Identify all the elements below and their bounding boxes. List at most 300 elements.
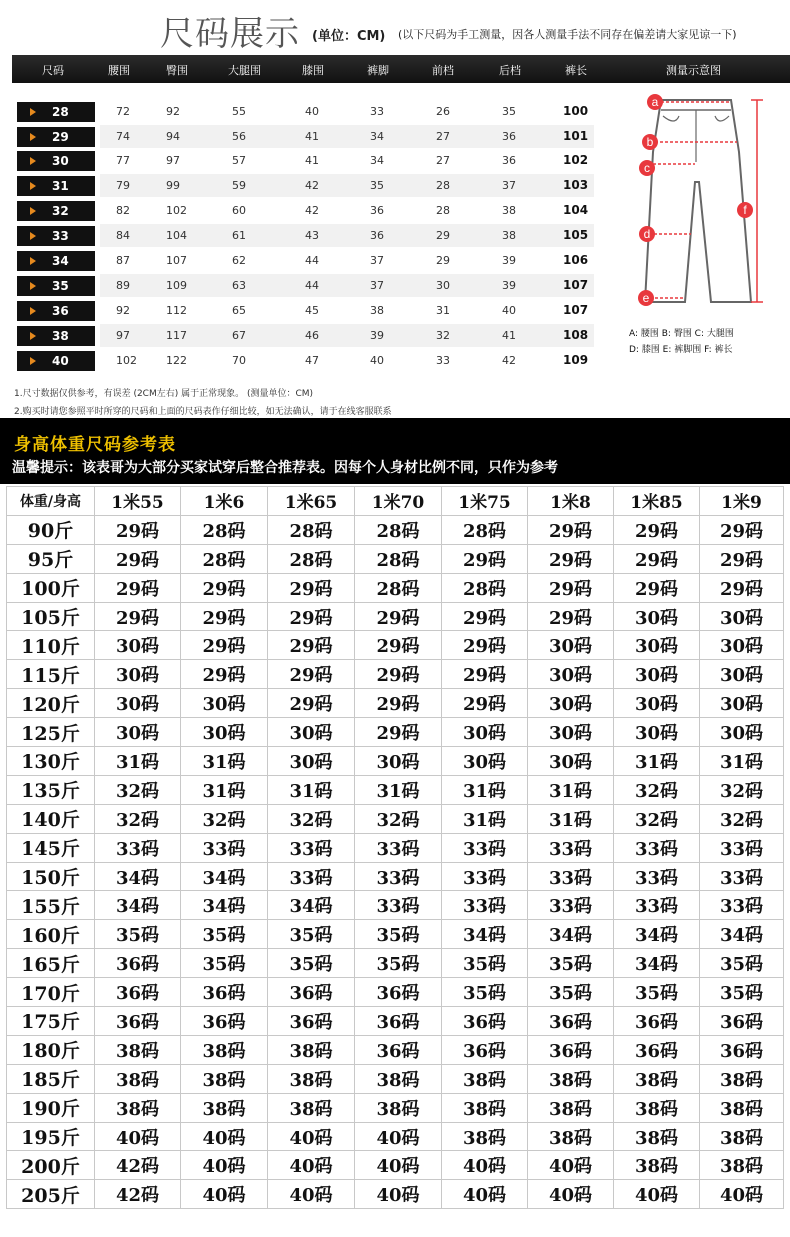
cell-thigh: 59: [232, 179, 246, 192]
size-cell: 38码: [700, 1064, 784, 1093]
size-cell: 35码: [700, 978, 784, 1007]
size-cell: 30码: [528, 747, 614, 776]
recommendation-title: 身高体重尺码参考表: [14, 435, 176, 455]
height-header: 1米70: [355, 487, 442, 516]
recommendation-table: [6, 486, 784, 1209]
cell-leg-opening: 40: [370, 354, 384, 367]
size-cell: 36码: [355, 1007, 442, 1036]
size-cell: 33码: [355, 833, 442, 862]
size-cell: 30码: [528, 660, 614, 689]
size-cell: 34码: [181, 891, 268, 920]
cell-length: 103: [563, 178, 589, 192]
size-cell: 35码: [355, 949, 442, 978]
size-cell: 42码: [95, 1180, 181, 1209]
size-cell: 31码: [181, 747, 268, 776]
table-header-row: [7, 487, 784, 516]
arrow-icon: [30, 332, 36, 340]
size-cell: 35码: [268, 920, 355, 949]
height-header: 1米8: [528, 487, 614, 516]
size-cell: 32码: [95, 804, 181, 833]
weight-cell: 120斤: [7, 689, 95, 718]
size-cell: 29码: [700, 573, 784, 602]
size-cell: 33码: [181, 833, 268, 862]
header-thigh: 大腿围: [228, 64, 261, 77]
size-tag: 30: [17, 151, 95, 171]
size-cell: 40码: [95, 1122, 181, 1151]
svg-text:a: a: [651, 95, 659, 109]
svg-text:b: b: [646, 135, 654, 149]
size-cell: 38码: [355, 1093, 442, 1122]
size-cell: 36码: [528, 1007, 614, 1036]
height-header: 1米65: [268, 487, 355, 516]
arrow-icon: [30, 207, 36, 215]
cell-length: 109: [563, 353, 589, 367]
size-cell: 29码: [181, 573, 268, 602]
size-cell: 38码: [700, 1093, 784, 1122]
cell-knee: 45: [305, 304, 319, 317]
size-cell: 38码: [181, 1035, 268, 1064]
header-length: 裤长: [565, 64, 587, 77]
title-unit: (单位：CM): [312, 29, 386, 44]
cell-waist: 82: [116, 204, 130, 217]
svg-text:e: e: [642, 291, 650, 305]
size-row: [0, 349, 610, 372]
cell-thigh: 67: [232, 329, 246, 342]
size-cell: 30码: [614, 718, 700, 747]
size-cell: 40码: [700, 1180, 784, 1209]
note-1: 1.尺寸数据仅供参考，有误差 (2CM左右) 属于正常现象。 (测量单位：CM): [14, 389, 314, 399]
size-cell: 31码: [700, 747, 784, 776]
size-cell: 36码: [442, 1035, 528, 1064]
cell-hip: 102: [166, 204, 187, 217]
weight-cell: 155斤: [7, 891, 95, 920]
size-cell: 35码: [614, 978, 700, 1007]
cell-waist: 74: [116, 130, 130, 143]
cell-front-rise: 29: [436, 254, 450, 267]
size-cell: 40码: [355, 1151, 442, 1180]
cell-hip: 104: [166, 229, 187, 242]
cell-hip: 122: [166, 354, 187, 367]
weight-cell: 130斤: [7, 747, 95, 776]
cell-leg-opening: 39: [370, 329, 384, 342]
size-cell: 36码: [355, 978, 442, 1007]
size-cell: 32码: [268, 804, 355, 833]
size-cell: 28码: [355, 573, 442, 602]
size-cell: 36码: [355, 1035, 442, 1064]
arrow-icon: [30, 257, 36, 265]
cell-waist: 72: [116, 105, 130, 118]
size-row: [0, 149, 610, 172]
size-cell: 32码: [614, 804, 700, 833]
size-cell: 40码: [181, 1122, 268, 1151]
size-cell: 30码: [442, 718, 528, 747]
size-cell: 29码: [95, 573, 181, 602]
weight-cell: 160斤: [7, 920, 95, 949]
size-cell: 31码: [614, 747, 700, 776]
cell-hip: 92: [166, 105, 180, 118]
size-cell: 33码: [95, 833, 181, 862]
cell-leg-opening: 37: [370, 254, 384, 267]
size-cell: 31码: [442, 804, 528, 833]
size-cell: 36码: [528, 1035, 614, 1064]
size-cell: 29码: [614, 544, 700, 573]
weight-cell: 170斤: [7, 978, 95, 1007]
size-cell: 31码: [528, 775, 614, 804]
size-cell: 40码: [442, 1151, 528, 1180]
size-cell: 33码: [700, 833, 784, 862]
header-size: 尺码: [42, 64, 64, 77]
size-cell: 31码: [442, 775, 528, 804]
height-header: 1米85: [614, 487, 700, 516]
recommendation-tip: 温馨提示：该表哥为大部分买家试穿后整合推荐表。因每个人身材比例不同，只作为参考: [12, 460, 558, 476]
size-cell: 30码: [268, 718, 355, 747]
table-row: [7, 920, 784, 949]
legend-line: D: 膝围 E: 裤脚围 F: 裤长: [629, 345, 733, 355]
size-cell: 40码: [181, 1151, 268, 1180]
size-cell: 36码: [181, 1007, 268, 1036]
size-cell: 33码: [700, 862, 784, 891]
weight-cell: 150斤: [7, 862, 95, 891]
table-row: [7, 1007, 784, 1036]
size-cell: 33码: [528, 862, 614, 891]
size-cell: 30码: [442, 747, 528, 776]
cell-knee: 44: [305, 279, 319, 292]
size-cell: 29码: [614, 573, 700, 602]
size-cell: 30码: [528, 689, 614, 718]
size-cell: 34码: [442, 920, 528, 949]
weight-cell: 95斤: [7, 544, 95, 573]
size-cell: 28码: [268, 515, 355, 544]
size-tag: 35: [17, 276, 95, 296]
size-cell: 29码: [442, 602, 528, 631]
size-cell: 38码: [614, 1151, 700, 1180]
cell-thigh: 61: [232, 229, 246, 242]
note-2: 2.购买时请您参照平时所穿的尺码和上面的尺码表作仔细比较，如无法确认，请于在线客服联系: [14, 407, 392, 417]
cell-thigh: 55: [232, 105, 246, 118]
size-cell: 34码: [95, 862, 181, 891]
size-cell: 38码: [268, 1064, 355, 1093]
size-tag: 36: [17, 301, 95, 321]
size-cell: 40码: [268, 1122, 355, 1151]
size-cell: 29码: [181, 631, 268, 660]
arrow-icon: [30, 307, 36, 315]
size-cell: 34码: [614, 920, 700, 949]
size-cell: 29码: [355, 631, 442, 660]
size-cell: 33码: [355, 891, 442, 920]
size-cell: 28码: [355, 544, 442, 573]
size-cell: 36码: [700, 1007, 784, 1036]
cell-hip: 112: [166, 304, 187, 317]
cell-leg-opening: 35: [370, 179, 384, 192]
cell-leg-opening: 38: [370, 304, 384, 317]
size-cell: 38码: [614, 1064, 700, 1093]
size-tag: 33: [17, 226, 95, 246]
recommendation-table-body: [7, 515, 784, 1208]
cell-waist: 79: [116, 179, 130, 192]
cell-thigh: 63: [232, 279, 246, 292]
size-cell: 38码: [268, 1093, 355, 1122]
cell-length: 102: [563, 153, 589, 167]
size-cell: 31码: [95, 747, 181, 776]
size-cell: 29码: [528, 602, 614, 631]
cell-back-rise: 36: [502, 130, 516, 143]
size-cell: 30码: [700, 689, 784, 718]
cell-thigh: 65: [232, 304, 246, 317]
arrow-icon: [30, 133, 36, 141]
size-cell: 33码: [700, 891, 784, 920]
height-header: 1米55: [95, 487, 181, 516]
size-cell: 32码: [355, 804, 442, 833]
size-cell: 29码: [700, 515, 784, 544]
size-cell: 33码: [614, 833, 700, 862]
size-cell: 36码: [95, 949, 181, 978]
size-cell: 38码: [355, 1064, 442, 1093]
table-row: [7, 1064, 784, 1093]
cell-leg-opening: 33: [370, 105, 384, 118]
size-tag: 29: [17, 127, 95, 147]
size-row: [0, 199, 610, 222]
cell-back-rise: 36: [502, 154, 516, 167]
table-row: [7, 1180, 784, 1209]
cell-thigh: 56: [232, 130, 246, 143]
table-row: [7, 949, 784, 978]
size-cell: 30码: [95, 631, 181, 660]
weight-cell: 165斤: [7, 949, 95, 978]
size-cell: 29码: [268, 573, 355, 602]
cell-leg-opening: 34: [370, 154, 384, 167]
size-cell: 29码: [268, 660, 355, 689]
size-row: [0, 324, 610, 347]
size-cell: 38码: [528, 1093, 614, 1122]
size-cell: 28码: [181, 544, 268, 573]
cell-length: 104: [563, 203, 589, 217]
size-cell: 30码: [614, 602, 700, 631]
size-cell: 35码: [181, 949, 268, 978]
size-row: [0, 299, 610, 322]
cell-front-rise: 28: [436, 204, 450, 217]
size-cell: 30码: [528, 631, 614, 660]
cell-front-rise: 30: [436, 279, 450, 292]
cell-front-rise: 27: [436, 154, 450, 167]
cell-waist: 92: [116, 304, 130, 317]
cell-hip: 117: [166, 329, 187, 342]
weight-cell: 90斤: [7, 515, 95, 544]
size-cell: 30码: [95, 660, 181, 689]
cell-back-rise: 39: [502, 254, 516, 267]
size-cell: 42码: [95, 1151, 181, 1180]
size-cell: 35码: [95, 920, 181, 949]
size-cell: 29码: [95, 602, 181, 631]
cell-thigh: 57: [232, 154, 246, 167]
cell-back-rise: 38: [502, 204, 516, 217]
cell-length: 106: [563, 253, 589, 267]
corner-header: 体重/身高: [7, 487, 95, 516]
legend-line: A: 腰围 B: 臀围 C: 大腿围: [629, 329, 734, 339]
measure-lines: [645, 100, 763, 302]
size-cell: 40码: [355, 1180, 442, 1209]
size-cell: 29码: [442, 631, 528, 660]
size-cell: 31码: [268, 775, 355, 804]
table-row: [7, 804, 784, 833]
size-cell: 28码: [442, 515, 528, 544]
cell-back-rise: 39: [502, 279, 516, 292]
size-cell: 29码: [95, 515, 181, 544]
size-cell: 36码: [268, 1007, 355, 1036]
cell-front-rise: 27: [436, 130, 450, 143]
cell-knee: 43: [305, 229, 319, 242]
size-row: [0, 224, 610, 247]
weight-cell: 190斤: [7, 1093, 95, 1122]
cell-leg-opening: 34: [370, 130, 384, 143]
size-tag: 28: [17, 102, 95, 122]
size-cell: 30码: [181, 718, 268, 747]
arrow-icon: [30, 232, 36, 240]
size-cell: 32码: [700, 804, 784, 833]
page-title: 尺码展示: [160, 14, 300, 54]
size-row: [0, 274, 610, 297]
size-cell: 29码: [528, 573, 614, 602]
size-cell: 29码: [181, 602, 268, 631]
header-back-rise: 后档: [499, 64, 521, 77]
table-row: [7, 602, 784, 631]
arrow-icon: [30, 357, 36, 365]
size-cell: 32码: [614, 775, 700, 804]
size-cell: 38码: [528, 1122, 614, 1151]
size-cell: 36码: [95, 978, 181, 1007]
cell-leg-opening: 36: [370, 204, 384, 217]
size-tag: 32: [17, 201, 95, 221]
table-row: [7, 747, 784, 776]
size-cell: 33码: [268, 862, 355, 891]
weight-cell: 175斤: [7, 1007, 95, 1036]
size-cell: 30码: [700, 660, 784, 689]
size-cell: 30码: [95, 718, 181, 747]
cell-waist: 84: [116, 229, 130, 242]
table-row: [7, 833, 784, 862]
size-tag: 40: [17, 351, 95, 371]
size-cell: 40码: [268, 1180, 355, 1209]
size-cell: 28码: [268, 544, 355, 573]
size-cell: 30码: [700, 602, 784, 631]
cell-knee: 42: [305, 204, 319, 217]
size-row: [0, 100, 610, 123]
size-cell: 38码: [442, 1064, 528, 1093]
size-tag: 38: [17, 326, 95, 346]
table-row: [7, 515, 784, 544]
size-cell: 28码: [442, 573, 528, 602]
cell-hip: 107: [166, 254, 187, 267]
weight-cell: 125斤: [7, 718, 95, 747]
cell-length: 107: [563, 278, 589, 292]
cell-front-rise: 28: [436, 179, 450, 192]
cell-hip: 94: [166, 130, 180, 143]
size-cell: 36码: [442, 1007, 528, 1036]
size-cell: 36码: [181, 978, 268, 1007]
size-cell: 36码: [95, 1007, 181, 1036]
table-row: [7, 660, 784, 689]
table-row: [7, 631, 784, 660]
size-cell: 31码: [181, 775, 268, 804]
size-cell: 38码: [181, 1064, 268, 1093]
svg-text:d: d: [643, 227, 651, 241]
cell-knee: 42: [305, 179, 319, 192]
title-note: (以下尺码为手工测量，因各人测量手法不同存在偏差请大家见谅一下): [398, 28, 737, 41]
weight-cell: 100斤: [7, 573, 95, 602]
size-cell: 33码: [528, 891, 614, 920]
cell-length: 107: [563, 303, 589, 317]
size-cell: 38码: [442, 1093, 528, 1122]
weight-cell: 195斤: [7, 1122, 95, 1151]
cell-knee: 41: [305, 154, 319, 167]
size-cell: 38码: [268, 1035, 355, 1064]
size-cell: 29码: [442, 544, 528, 573]
size-cell: 40码: [528, 1151, 614, 1180]
cell-leg-opening: 37: [370, 279, 384, 292]
weight-cell: 135斤: [7, 775, 95, 804]
size-cell: 40码: [268, 1151, 355, 1180]
size-cell: 29码: [700, 544, 784, 573]
table-row: [7, 1035, 784, 1064]
cell-knee: 41: [305, 130, 319, 143]
cell-front-rise: 33: [436, 354, 450, 367]
header-waist: 腰围: [108, 64, 130, 77]
header-knee: 膝围: [302, 64, 324, 77]
size-chart-header: [12, 55, 790, 83]
size-cell: 29码: [268, 631, 355, 660]
cell-length: 100: [563, 104, 589, 118]
table-row: [7, 1122, 784, 1151]
size-cell: 32码: [181, 804, 268, 833]
size-cell: 34码: [700, 920, 784, 949]
cell-length: 108: [563, 328, 589, 342]
table-row: [7, 544, 784, 573]
size-cell: 34码: [614, 949, 700, 978]
cell-waist: 89: [116, 279, 130, 292]
table-row: [7, 689, 784, 718]
arrow-icon: [30, 108, 36, 116]
size-cell: 28码: [181, 515, 268, 544]
size-cell: 40码: [181, 1180, 268, 1209]
pants-measurement-diagram: [623, 92, 790, 352]
cell-thigh: 62: [232, 254, 246, 267]
table-row: [7, 1093, 784, 1122]
size-tag: 34: [17, 251, 95, 271]
size-cell: 31码: [528, 804, 614, 833]
size-cell: 35码: [268, 949, 355, 978]
diagram-legend: [629, 326, 789, 358]
weight-cell: 110斤: [7, 631, 95, 660]
cell-waist: 77: [116, 154, 130, 167]
table-row: [7, 573, 784, 602]
size-cell: 33码: [528, 833, 614, 862]
size-cell: 29码: [614, 515, 700, 544]
size-cell: 32码: [700, 775, 784, 804]
cell-front-rise: 31: [436, 304, 450, 317]
cell-thigh: 60: [232, 204, 246, 217]
cell-waist: 87: [116, 254, 130, 267]
size-tag: 31: [17, 176, 95, 196]
size-cell: 30码: [614, 689, 700, 718]
size-cell: 29码: [355, 602, 442, 631]
size-row: [0, 174, 610, 197]
height-header: 1米75: [442, 487, 528, 516]
size-cell: 31码: [355, 775, 442, 804]
weight-cell: 185斤: [7, 1064, 95, 1093]
size-cell: 35码: [442, 978, 528, 1007]
cell-knee: 46: [305, 329, 319, 342]
pants-outline: [645, 100, 751, 302]
size-cell: 34码: [95, 891, 181, 920]
